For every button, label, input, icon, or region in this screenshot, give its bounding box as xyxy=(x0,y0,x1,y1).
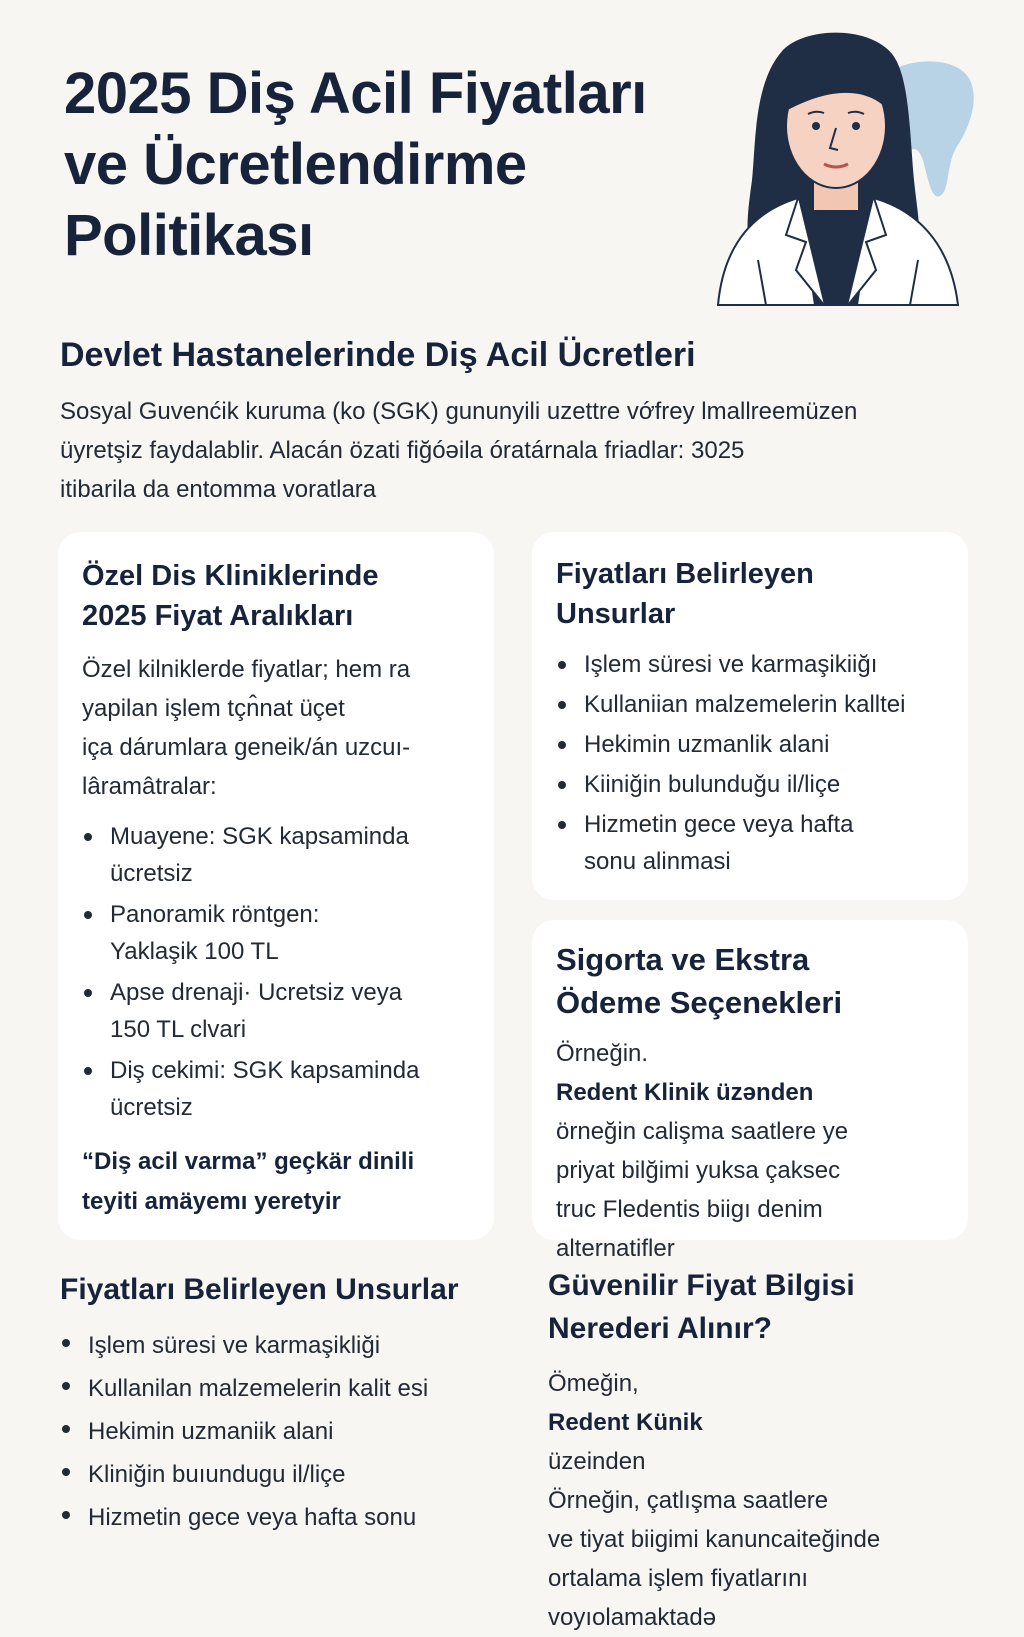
factor-item-text: Işlem süresi ve karmaşikiiğı xyxy=(584,651,878,678)
price-item-text: ücretsiz xyxy=(110,1094,193,1121)
private-clinic-quote xyxy=(82,1142,482,1222)
price-factors-title xyxy=(556,554,956,634)
factor-item-text: sonu alinmasi xyxy=(584,848,731,875)
reliable-info-text-line: voyıolamaktadə xyxy=(548,1604,717,1631)
private-clinic-title xyxy=(82,556,482,636)
factors-section xyxy=(60,1270,520,1539)
reliable-info-title-line-1: Güvenilir Fiyat Bilgisi xyxy=(548,1269,855,1302)
price-list-item xyxy=(82,818,482,892)
private-clinic-text-line: iça dárumlara geneik/án uzcuı- xyxy=(82,734,411,761)
reliable-info-text-line: ortalama işlem fiyatlarını xyxy=(548,1565,809,1592)
private-clinic-text-line: yapilan işlem tçn̂nat üçet xyxy=(82,695,345,722)
insurance-text xyxy=(556,1034,956,1268)
intro-line-3: itibarila da entomma voratlara xyxy=(60,476,377,503)
intro-title: Devlet Hastanelerinde Diş Acil Ücretleri xyxy=(60,336,696,374)
insurance-text-line xyxy=(556,1034,956,1112)
price-list-item xyxy=(82,1052,482,1126)
price-item-text: Muayene: SGK kapsaminda xyxy=(110,823,409,850)
insurance-card xyxy=(532,920,968,1262)
factor-item xyxy=(60,1496,520,1539)
factors-section-list xyxy=(60,1324,520,1539)
factor-item xyxy=(60,1367,520,1410)
reliable-info-section xyxy=(548,1264,988,1637)
factor-item-text: Hekimin uzmanlik alani xyxy=(584,731,830,758)
insurance-text-line: örneğin calişma saatlere ye xyxy=(556,1118,849,1145)
reliable-info-title xyxy=(548,1264,988,1350)
factors-section-title: Fiyatları Belirleyen Unsurlar xyxy=(60,1273,459,1306)
factor-item-text: Kullanilan malzemelerin kalit esi xyxy=(88,1375,429,1402)
factor-item-text: Kiiniğin bulunduğu il/liçe xyxy=(584,771,841,798)
clinic-name-highlight: Redent Künik xyxy=(548,1409,703,1436)
factor-item-text: Işlem süresi ve karmaşikliği xyxy=(88,1332,381,1359)
quote-line-1: “Diş acil varma” geçkär dinili xyxy=(82,1148,415,1175)
intro-body xyxy=(60,392,980,509)
reliable-suffix: üzeinden xyxy=(548,1448,646,1475)
reliable-prefix: Ömeğin, xyxy=(548,1370,639,1397)
page-title xyxy=(64,58,724,271)
reliable-info-text xyxy=(548,1364,988,1637)
page-title-line-2: ve Ücretlendirme xyxy=(64,132,527,197)
factor-item-text: Kliniğin buıundugu il/liçe xyxy=(88,1461,346,1488)
private-clinic-text-line: lâramâtralar: xyxy=(82,773,217,800)
price-item-text: Yaklaşik 100 TL xyxy=(110,938,279,965)
price-item-text: ücretsiz xyxy=(110,860,193,887)
insurance-title-line-2: Ödeme Seçenekleri xyxy=(556,985,843,1020)
factor-item xyxy=(60,1410,520,1453)
reliable-info-title-line-2: Nerederi Alınır? xyxy=(548,1312,772,1345)
factor-item-text: Hizmetin gece veya hafta xyxy=(584,811,854,838)
factor-item xyxy=(556,726,956,763)
price-item-text: Panoramik röntgen: xyxy=(110,901,320,928)
factor-item xyxy=(556,806,956,880)
private-clinic-text-line: Özel kilniklerde fiyatlar; hem ra xyxy=(82,656,411,683)
insurance-title xyxy=(556,938,956,1024)
insurance-prefix: Örneğin. xyxy=(556,1040,649,1067)
private-clinic-title-line-1: Özel Dis Kliniklerinde xyxy=(82,560,379,592)
price-item-text: Apse drenaji· Ucretsiz veya xyxy=(110,979,403,1006)
private-clinic-card xyxy=(58,532,494,1240)
reliable-info-text-line xyxy=(548,1364,988,1481)
page-title-line-3: Politikası xyxy=(64,203,314,268)
factor-item xyxy=(556,646,956,683)
reliable-info-text-line: ve tiyat biigimi kanuncaiteğinde xyxy=(548,1526,881,1553)
reliable-info-text-line: Örneğin, çatlışma saatlere xyxy=(548,1487,829,1514)
insurance-text-line: priyat bilğimi yuksa çaksec xyxy=(556,1157,841,1184)
factor-item xyxy=(556,766,956,803)
insurance-title-line-1: Sigorta ve Ekstra xyxy=(556,942,810,977)
dentist-illustration xyxy=(688,20,988,310)
price-factors-title-line-2: Unsurlar xyxy=(556,598,676,630)
factor-item-text: Hizmetin gece veya hafta sonu xyxy=(88,1504,417,1531)
clinic-name-highlight: Redent Klinik üzənden xyxy=(556,1079,814,1106)
intro-line-2: üyretşiz faydalablir. Alacán özati fiğóəila óratárnala friadlar: 3025 xyxy=(60,437,745,464)
factor-item-text: Hekimin uzmaniik alani xyxy=(88,1418,334,1445)
price-factors-title-line-1: Fiyatları Belirleyen xyxy=(556,558,814,590)
page-title-line-1: 2025 Diş Acil Fiyatları xyxy=(64,61,647,126)
private-clinic-title-line-2: 2025 Fiyat Aralıkları xyxy=(82,600,354,632)
intro-line-1: Sosyal Guvenćik kuruma (ko (SGK) gununyili uzettre vớfrey lmallreemüzen xyxy=(60,398,858,425)
price-list-item xyxy=(82,896,482,970)
insurance-text-line: truc Fledentis biigı denim xyxy=(556,1196,823,1223)
price-factors-card xyxy=(532,532,968,900)
price-list xyxy=(82,818,482,1126)
factor-item-text: Kullaniian malzemelerin kalltei xyxy=(584,691,906,718)
price-list-item xyxy=(82,974,482,1048)
price-item-text: Diş cekimi: SGK kapsaminda xyxy=(110,1057,420,1084)
price-factors-list xyxy=(556,646,956,880)
private-clinic-text xyxy=(82,650,482,806)
factor-item xyxy=(60,1324,520,1367)
factor-item xyxy=(556,686,956,723)
quote-line-2: teyiti amäyemı yeretyir xyxy=(82,1188,341,1215)
factor-item xyxy=(60,1453,520,1496)
insurance-text-line: alternatifler xyxy=(556,1235,675,1262)
price-item-text: 150 TL clvari xyxy=(110,1016,247,1043)
